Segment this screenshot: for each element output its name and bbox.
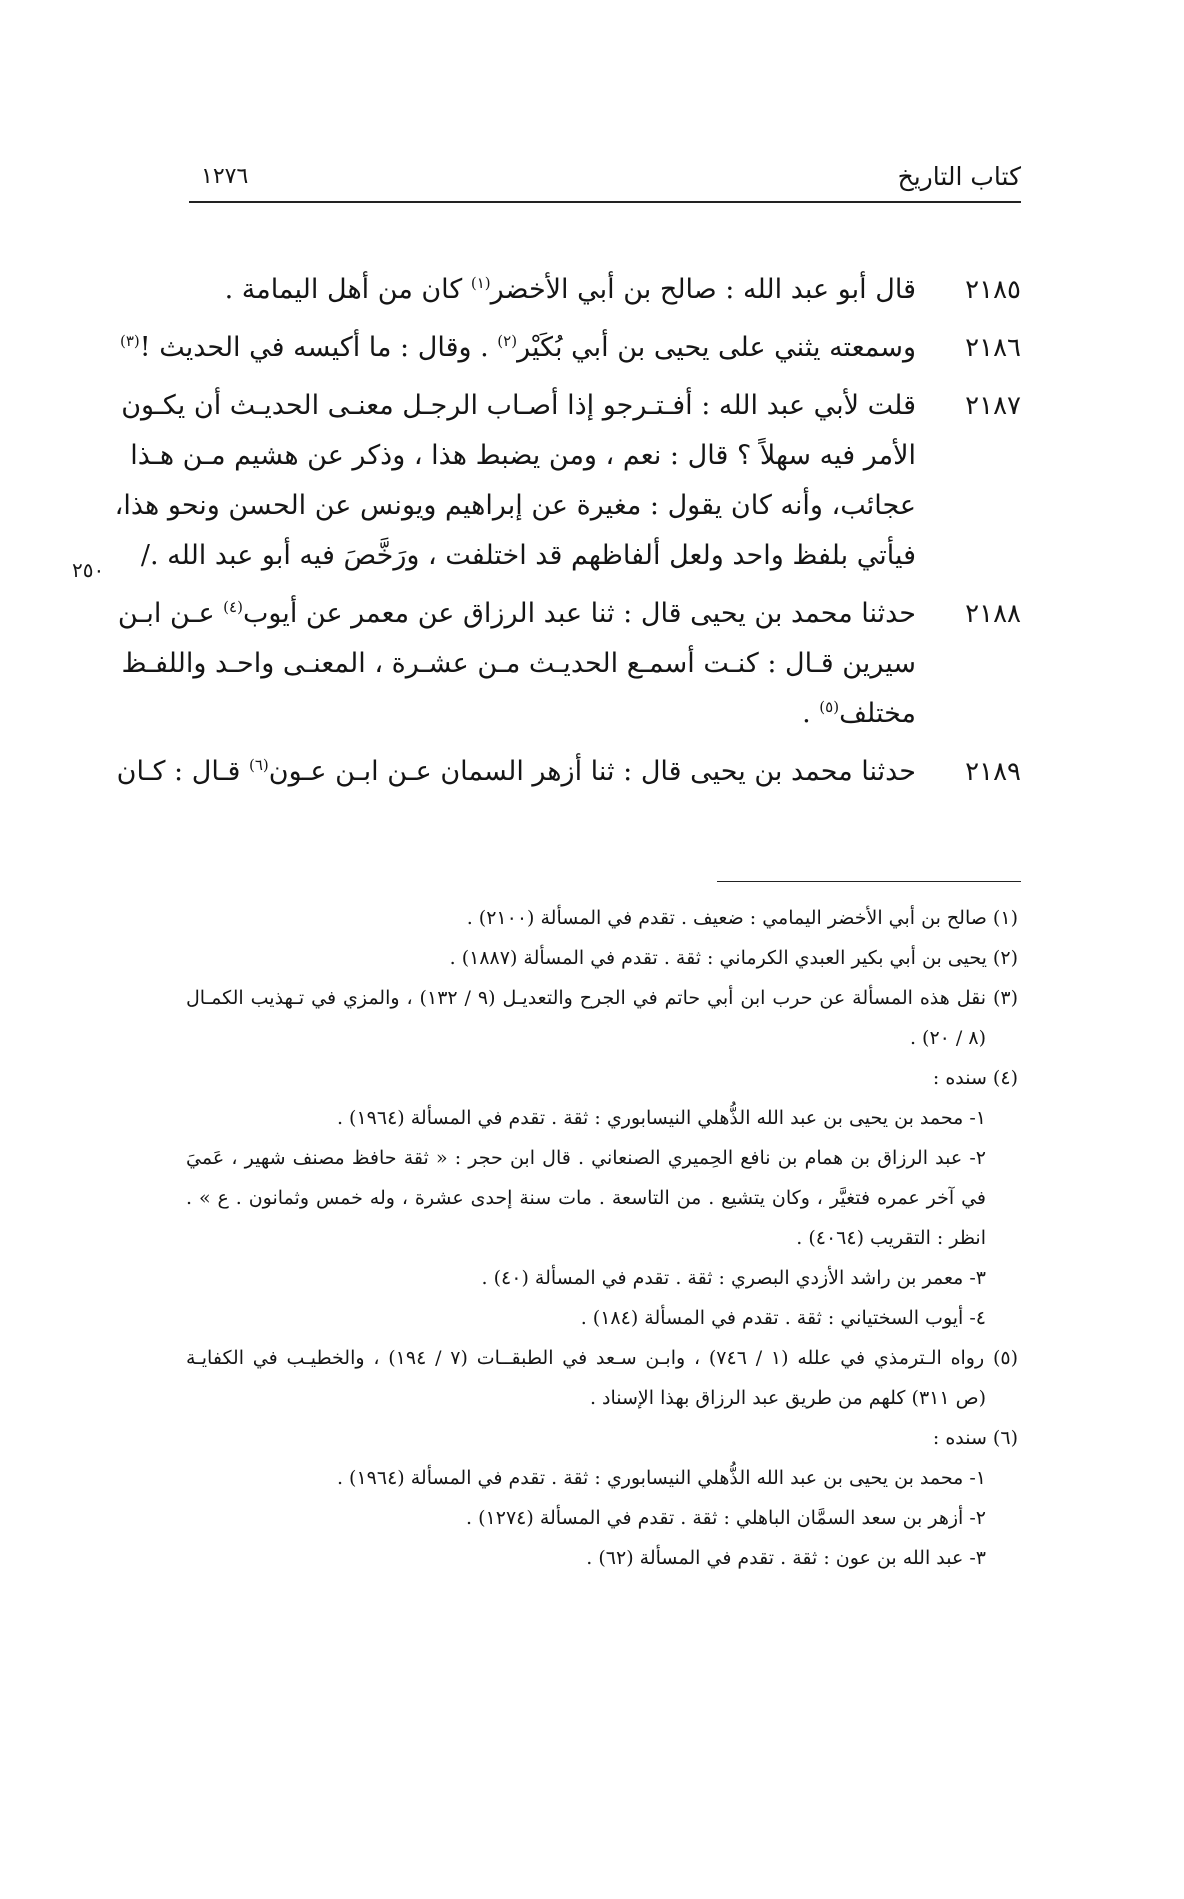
footnote-4-item-2: ٢- عبد الرزاق بن همام بن نافع الحِميري الصنعاني . قال ابن حجر : « ثقة حافظ مصنف شهير ، عَميَ [186,1147,986,1169]
book-title: كتاب التاريخ [897,162,1021,191]
footnotes [186,898,1018,1578]
header-rule [189,201,1021,203]
entry-number: ٢١٨٨ [965,599,1021,629]
footnote-3-continuation: (٨ / ٢٠) . [909,1027,986,1049]
footnote-marker: (١) [470,274,491,292]
main-text [114,265,1021,805]
footnote-marker: (٣) [119,332,140,350]
entry-2187 [114,381,1021,581]
entry-number: ٢١٨٧ [965,391,1021,421]
entry-line: عجائب، وأنه كان يقول : مغيرة عن إبراهيم ويونس عن الحسن ونحو هذا، [114,490,916,521]
footnote-rule [717,881,1021,882]
entry-number: ٢١٨٩ [965,757,1021,787]
footnote-5-continuation: (ص ٣١١) كلهم من طريق عبد الرزاق بهذا الإسناد . [589,1387,986,1409]
footnote-4-item-3: ٣- معمر بن راشد الأزدي البصري : ثقة . تقدم في المسألة (٤٠) . [481,1267,986,1289]
entry-2189 [116,747,1021,797]
entry-2188 [117,589,1021,739]
footnote-6-item-3: ٣- عبد الله بن عون : ثقة . تقدم في المسألة (٦٢) . [586,1547,986,1569]
footnote-6-heading: (٦) سنده : [932,1427,1018,1449]
footnote-5: (٥) رواه الـترمذي في علله (١ / ٧٤٦) ، وابـن سـعد في الطبقــات (٧ / ١٩٤) ، والخطيـب في الكفايـة [186,1347,1018,1369]
entry-line: قلت لأبي عبد الله : أفـتـرجو إذا أصـاب الرجـل معنـى الحديـث أن يكـون [121,390,916,421]
entry-line: وسمعته يثني على يحيى بن أبي بُكَيْر$^{(٢)}$ . وقال : ما أكيسه في الحديث !$^{(٣)}$ [119,332,916,363]
entry-number: ٢١٨٥ [965,275,1021,305]
footnote-1: (١) صالح بن أبي الأخضر اليمامي : ضعيف . تقدم في المسألة (٢١٠٠) . [466,907,1018,929]
footnote-marker: (٦) [248,756,269,774]
entry-2186 [119,323,1021,373]
entry-2185 [186,265,1021,315]
footnote-4-item-2-reference: انظر : التقريب (٤٠٦٤) . [796,1227,986,1249]
entry-line: حدثنا محمد بن يحيى قال : ثنا عبد الرزاق عن معمر عن أيوب$^{(٤)}$ عـن ابـن [117,598,916,629]
footnote-2: (٢) يحيى بن أبي بكير العبدي الكرماني : ثقة . تقدم في المسألة (١٨٨٧) . [449,947,1018,969]
page-number: ١٢٧٦ [201,164,249,189]
entry-line: قال أبو عبد الله : صالح بن أبي الأخضر$^{(١)}$ كان من أهل اليمامة . [224,274,916,305]
entry-line: سيرين قـال : كنـت أسمـع الحديـث مـن عشـرة ، المعنـى واحـد واللفـظ [121,648,916,679]
entry-line: فيأتي بلفظ واحد ولعل ألفاظهم قد اختلفت ، ورَخَّصَ فيه أبو عبد الله ./ [140,540,916,571]
margin-page-number: ٢٥٠ [72,558,105,582]
footnote-6-item-2: ٢- أزهر بن سعد السمَّان الباهلي : ثقة . تقدم في المسألة (١٢٧٤) . [466,1507,986,1529]
footnote-3: (٣) نقل هذه المسألة عن حرب ابن أبي حاتم في الجرح والتعديـل (٩ / ١٣٢) ، والمزي في تـهذيب الكمـال [186,987,1019,1009]
footnote-4-heading: (٤) سنده : [932,1067,1018,1089]
footnote-4-item-4: ٤- أيوب السختياني : ثقة . تقدم في المسألة (١٨٤) . [580,1307,986,1329]
entry-line: الأمر فيه سهلاً ؟ قال : نعم ، ومن يضبط هذا ، وذكر عن هشيم مـن هـذا [130,440,916,471]
entry-line: حدثنا محمد بن يحيى قال : ثنا أزهر السمان عـن ابـن عـون$^{(٦)}$ قـال : كـان [116,756,916,787]
page-header [189,160,1021,202]
footnote-marker: (٤) [223,598,243,616]
footnote-4-item-1: ١- محمد بن يحيى بن عبد الله الذُّهلي النيسابوري : ثقة . تقدم في المسألة (١٩٦٤) . [336,1107,986,1129]
footnote-6-item-1: ١- محمد بن يحيى بن عبد الله الذُّهلي النيسابوري : ثقة . تقدم في المسألة (١٩٦٤) . [336,1467,986,1489]
entry-line: مختلف$^{(٥)}$ . [802,698,916,729]
footnote-marker: (٢) [497,332,518,350]
footnote-marker: (٥) [819,698,840,716]
entry-number: ٢١٨٦ [965,333,1021,363]
footnote-4-item-2-continuation: في آخر عمره فتغيَّر ، وكان يتشيع . من التاسعة . مات سنة إحدى عشرة ، وله خمس وثمانون . ع » . [186,1187,986,1209]
